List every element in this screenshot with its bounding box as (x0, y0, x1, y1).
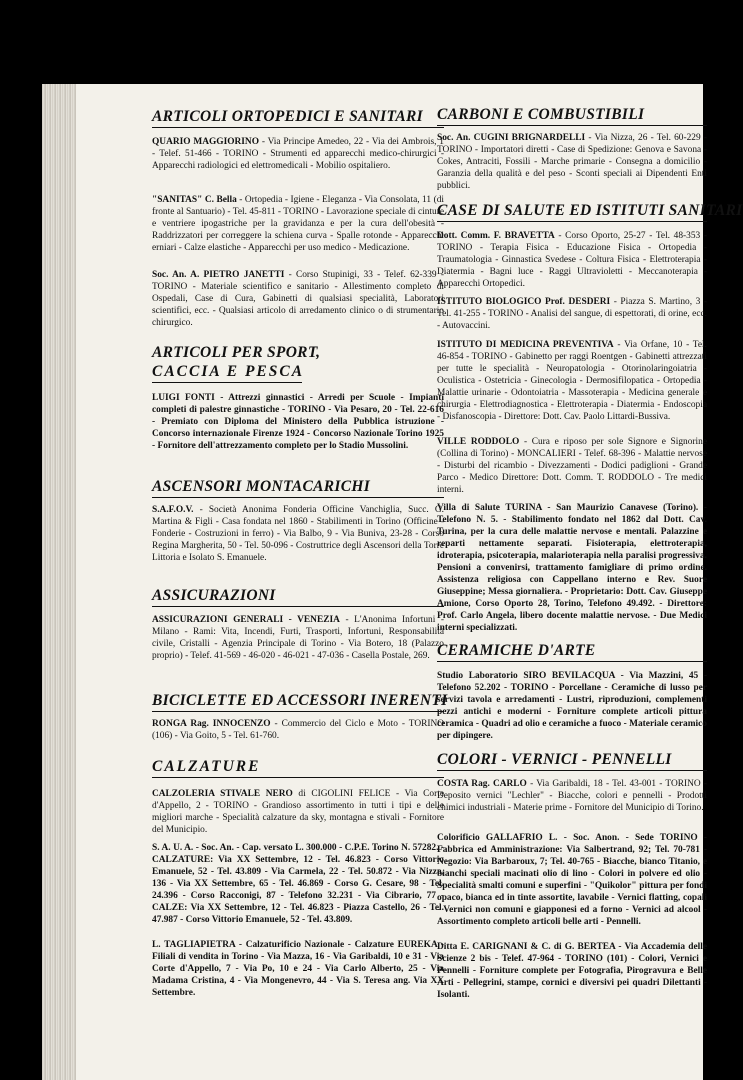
entry-text: - Ortopedia - Igiene - Eleganza - Via Consolata, 11 (di fronte al Santuario) - Tel. 45-811 - TORINO - Lavorazione speciale di cinture e ventriere ipogastriche per la gravidanza e per la cura dell'obesità - Raddrizzatori per correggere la schiena curva - Spalle rotonde - Apparecchi erniari - Calze elastiche - Apparecchi per uso medico - Medicazione. (152, 195, 444, 253)
entry (152, 842, 444, 926)
section-sport (152, 344, 444, 383)
section-heading: CASE DI SALUTE ED ISTITUTI SANITARI (437, 202, 707, 222)
entry-name: Soc. An. CUGINI BRIGNARDELLI (437, 133, 586, 143)
entry-name: CALZOLERIA STIVALE NERO (152, 789, 293, 799)
section-carboni (437, 106, 707, 126)
entry-name: QUARIO MAGGIORINO (152, 137, 259, 147)
entry-text: - Calzaturificio Nazionale - Calzature EUREKA - Filiali di vendita in Torino - Via Mazza, 16 - Via Garibaldi, 10 e 31 - Via Corte d'Appello, 7 - Via Po, 10 e 24 - Via Carlo Alberto, 25 - Via Madama Cristina, 4 - Via Mongenevro, 44 - Via S. Teresa ang. Via XX Settembre. (152, 940, 444, 998)
entry-name: Soc. An. A. PIETRO JANETTI (152, 270, 285, 280)
section-ceramiche (437, 642, 707, 662)
section-calzature (152, 758, 444, 778)
entry-name: Colorificio GALLAFRIO L. - Soc. Anon. (437, 833, 620, 843)
section-heading: ASCENSORI MONTACARICHI (152, 478, 444, 498)
section-heading: ARTICOLI ORTOPEDICI E SANITARI (152, 108, 444, 128)
entry (437, 339, 707, 423)
entry-name: COSTA Rag. CARLO (437, 779, 527, 789)
entry-name: ISTITUTO BIOLOGICO Prof. DESDERI (437, 297, 611, 307)
entry-name: S.A.F.O.V. (152, 505, 194, 515)
section-heading: CALZATURE (152, 758, 444, 778)
section-case-di-salute (437, 202, 743, 222)
section-colori (437, 751, 707, 771)
entry (152, 392, 444, 452)
entry-text: - Sede TORINO - Fabbrica ed Amministrazione: Via Salbertrand, 92; Tel. 70-781 - Negozio: Via Barbaroux, 7; Tel. 40-765 - Biacche, bianco Titanio, e bianchi speciali macinati olio di lino - Colori in polvere ed olio - Specialità smalti comuni e superfini - "Quikolor" pittura per fondi opaco, bianca ed in tinte assortite, lavabile - Vernici flatting, copali - Vernici non comuni e giapponesi ed a forno - Vernici ad alcool - Assortimento completo articoli belle arti - Pennelli. (437, 833, 707, 927)
entry (437, 670, 707, 742)
section-heading: COLORI - VERNICI - PENNELLI (437, 751, 707, 771)
section-biciclette (152, 692, 448, 712)
section-assicurazioni (152, 587, 444, 607)
entry-text: - Via Principe Amedeo, 22 - Via dei Ambrois, 1 - Telef. 51-466 - TORINO - Strumenti ed apparecchi medico-chirurgici - Apparecchi radiologici ed elettromedicali - Mobilio ospitaliero. (152, 137, 444, 171)
entry (437, 436, 707, 496)
entry (152, 269, 444, 329)
section-heading: ARTICOLI PER SPORT, (152, 344, 321, 361)
entry (152, 718, 444, 742)
entry (437, 941, 707, 1001)
entry-text: - Via Accademia delle Scienze 2 bis - Telef. 47-964 - TORINO (101) - Colori, Vernici e Pennelli - Forniture complete per Fotografia, Pirogravura e Belle Arti - Pellegrini, stampe, cornici e diversivi pei quadri Dilettanti - Isolanti. (437, 942, 707, 1000)
entry-name: LUIGI FONTI (152, 393, 215, 403)
entry-text: - San Maurizio Canavese (Torino). - Telefono N. 5. - Stabilimento fondato nel 1862 dal Dott. Cav. Turina, per la cura delle malattie nervose e mentali. Palazzine e reparti nettamente separati. Fisioterapia, elettroterapia, idroterapia, psicoterapia, malarioterapia nella paralisi progressiva. Pensioni a convenirsi, trattamento famigliare di primo ordine. Assistenza religiosa con Cappellano interno e Rev. Suore Giuseppine; Messa giornaliera. - Proprietario: Dott. Cav. Giuseppe Amione, Corso Oporto 28, Torino, Telefono 49.492. - Direttore: Prof. Carlo Angela, libero docente malattie nervose. - Due Medici interni specializzati. (437, 503, 707, 633)
entry (437, 778, 707, 814)
entry (152, 614, 444, 662)
entry-text: - Società Anonima Fonderia Officine Vanchiglia, Succ. G. Martina & Figli - Casa fondata nel 1860 - Stabilimenti in Torino (Officine - Fonderie - Costruzioni in ferro) - Via Balbo, 9 - Via Buniva, 23-28 - Corso Regina Margherita, 50 - Tel. 50-096 - Costruttrice degli Ascensori della Torre Littoria e Isolato S. Emanuele. (152, 505, 444, 563)
entry-text: - L'Anonima Infortuni - Milano - Rami: Vita, Incendi, Furti, Trasporti, Infortuni, Responsabilità civile, Cristalli - Agenzia Principale di Torino - Via Botero, 18 (Palazzo proprio) - Telef. 41-569 - 46-020 - 46-021 - 47-036 - Casella Postale, 269. (152, 615, 444, 661)
entry-text: di CIGOLINI FELICE - Via Corte d'Appello, 2 - TORINO - Grandioso assortimento in tutti i tipi e delle migliori marche - Specialità calzature da sky, montagna e stivali - Fornitore del Municipio. (152, 789, 444, 835)
entry (437, 230, 707, 290)
entry-text: - Via Nizza, 26 - Tel. 60-229 - TORINO - Importatori diretti - Case di Spedizione: Genova e Savona - Cokes, Antraciti, Fossili - Marche primarie - Consegna a domicilio - Garanzia della qualità e del peso - Sconti speciali ai Dipendenti Enti pubblici. (437, 133, 707, 191)
entry-name: Ditta E. CARIGNANI & C. di G. BERTEA (437, 942, 616, 952)
directory-page (42, 84, 743, 1080)
entry-name: Studio Laboratorio SIRO BEVILACQUA (437, 671, 615, 681)
entry (437, 132, 707, 192)
section-ortopedici (152, 108, 444, 128)
entry-text: - Corso Oporto, 25-27 - Tel. 48-353 - TORINO - Terapia Fisica - Educazione Fisica - Ortopedia - Traumatologia - Ginnastica Svedese - Coltura Fisica - Elettroterapia - Diatermia - Bagni luce - Raggi Ultravioletti - Meccanoterapia - Apparecchi Ortopedici. (437, 231, 707, 289)
entry (437, 832, 707, 928)
book-gutter (42, 84, 76, 1080)
entry-name: S. A. U. A. - Soc. An. (152, 843, 234, 853)
entry-name: Villa di Salute TURINA (437, 503, 542, 513)
entry-name: "SANITAS" C. Bella (152, 195, 237, 205)
entry-name: ISTITUTO DI MEDICINA PREVENTIVA (437, 340, 614, 350)
entry-text: - Via Garibaldi, 18 - Tel. 43-001 - TORINO - Deposito vernici "Lechler" - Biacche, colori e pennelli - Prodotti chimici industriali - Materie prime - Fornitore del Municipio di Torino. (437, 779, 707, 813)
entry-text: - Via Orfane, 10 - Tel. 46-854 - TORINO - Gabinetto per raggi Roentgen - Gabinetti attrezzati per tutte le specialità - Neuropatologia - Otorinolaringoiatria - Oculistica - Ostetricia - Ginecologia - Dermosifilopatica - Ortopedia - Malattie urinarie - Odontoiatria - Massoterapia - Medicina generale e chirurgia - Elettrodiagnostica - Elettroterapia - Diatermia - Endoscopia - Disfanoscopia - Direttore: Dott. Cav. Paolo Littardi-Bussiva. (437, 340, 707, 422)
entry-name: L. TAGLIAPIETRA (152, 940, 236, 950)
entry-name: VILLE RODDOLO (437, 437, 520, 447)
entry-text: - Cura e riposo per sole Signore e Signorine (Collina di Torino) - MONCALIERI - Telef. 68-396 - Malattie nervose - Disturbi del ricambio - Divezzamenti - Dodici padiglioni - Grande Parco - Medico Direttore: Dott. Comm. T. RODDOLO - Tre medici interni. (437, 437, 707, 495)
section-heading-line2: CACCIA E PESCA (152, 363, 302, 383)
section-heading: CARBONI E COMBUSTIBILI (437, 106, 707, 126)
section-heading: BICICLETTE ED ACCESSORI INERENTI (152, 692, 444, 712)
entry (152, 194, 444, 254)
entry-name: RONGA Rag. INNOCENZO (152, 719, 271, 729)
entry-text: - Piazza S. Martino, 3 - Tel. 41-255 - TORINO - Analisi del sangue, di espettorati, di orine, ecc. - Autovaccini. (437, 297, 707, 331)
entry-text: - Via Mazzini, 45 - Telefono 52.202 - TORINO - Porcellane - Ceramiche di lusso per servizi tavola e arredamenti - Lustri, riproduzioni, complementi pezzi antichi e moderni - Forniture complete articoli pittura ceramica - Quadri ad olio e ceramiche a fuoco - Materiale ceramico per dipingere. (437, 671, 707, 741)
entry (437, 502, 707, 634)
section-ascensori (152, 478, 444, 498)
entry (152, 136, 444, 172)
entry-text: - Commercio del Ciclo e Moto - TORINO (106) - Via Goito, 5 - Tel. 61-760. (152, 719, 445, 741)
entry (152, 939, 444, 999)
entry-text: - Cap. versato L. 300.000 - C.P.E. Torino N. 57282. - CALZATURE: Via XX Settembre, 12 - Tel. 46.823 - Corso Vittorio Emanuele, 52 - Tel. 43.809 - Via Carmela, 22 - Tel. 50.872 - Via Nizza, 136 - Via XX Settembre, 65 - Tel. 46.869 - Corso G. Cesare, 98 - Tel. 24.396 - Corso Racconigi, 87 - Telefono 32.231 - Via Cibrario, 77 - CALZE: Via XX Settembre, 12 - Tel. 46.823 - Piazza Castello, 26 - Tel. 47.987 - Corso Vittorio Emanuele, 52 - Tel. 43.809. (152, 843, 445, 925)
entry-text: - Corso Stupinigi, 33 - Telef. 62-339 - TORINO - Materiale scientifico e sanitario - Allestimento completo di Ospedali, Case di Cura, Gabinetti di qualsiasi specialità, Laboratori scientifici, ecc. - Qualsiasi articolo di arredamento clinico o di strumentario chirurgico. (152, 270, 444, 328)
entry (437, 296, 707, 332)
entry-text: - Attrezzi ginnastici - Arredi per Scuole - Impianti completi di palestre ginnastiche - TORINO - Via Pesaro, 20 - Tel. 22-616 - Premiato con Diploma del Ministero della Pubblica istruzione - Concorso internazionale Firenze 1924 - Concorso Nazionale Torino 1925 - Fornitore dell'attrezzamento completo per lo Stadio Mussolini. (152, 393, 445, 451)
entry (152, 504, 444, 564)
section-heading: CERAMICHE D'ARTE (437, 642, 707, 662)
entry-name: ASSICURAZIONI GENERALI - VENEZIA (152, 615, 340, 625)
entry (152, 788, 444, 836)
entry-name: Dott. Comm. F. BRAVETTA (437, 231, 555, 241)
section-heading: ASSICURAZIONI (152, 587, 444, 607)
